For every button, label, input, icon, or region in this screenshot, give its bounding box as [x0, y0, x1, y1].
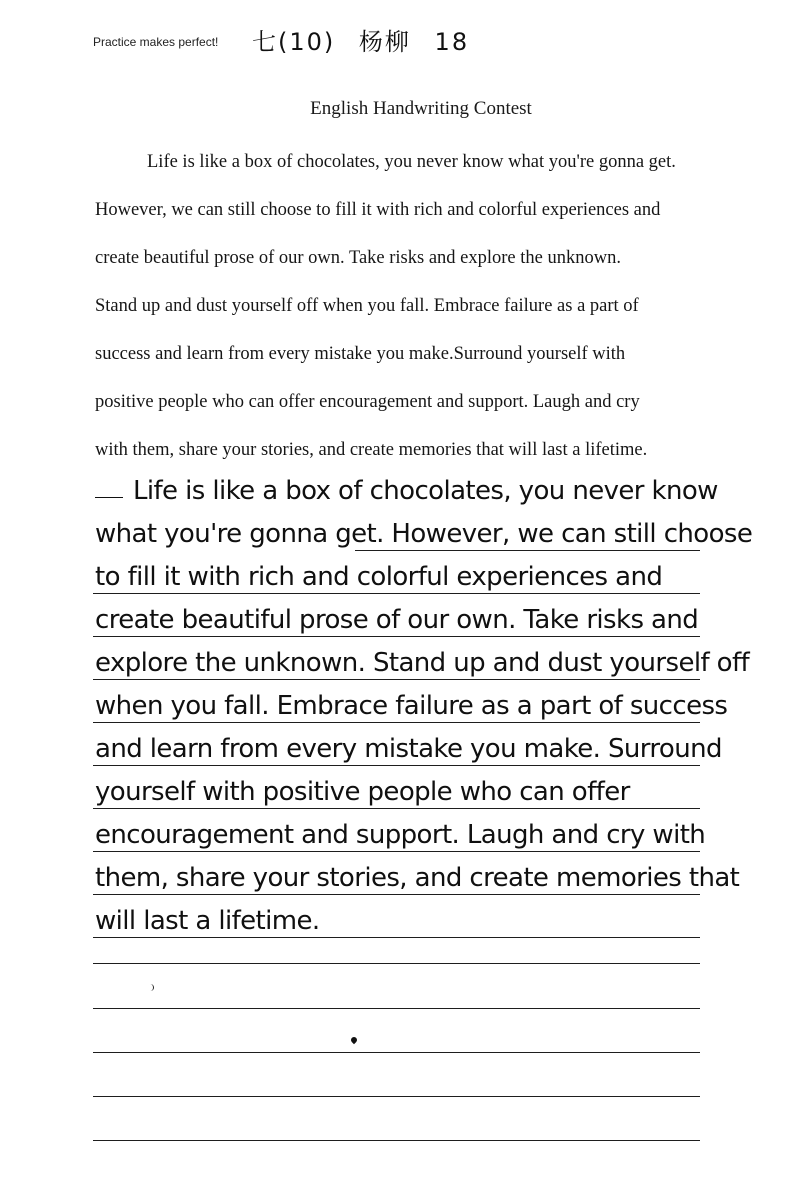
writing-line [93, 551, 700, 594]
writing-line [93, 594, 700, 637]
printed-line: However, we can still choose to fill it with rich and colorful experiences and [95, 200, 661, 220]
handwritten-line: yourself with positive people who can offer [95, 777, 630, 807]
printed-line: Life is like a box of chocolates, you never know what you're gonna get. [147, 152, 676, 172]
printed-passage [95, 138, 705, 474]
handwritten-line: encouragement and support. Laugh and cry with [95, 820, 706, 850]
printed-line: create beautiful prose of our own. Take risks and explore the unknown. [95, 248, 621, 268]
stray-ink-mark [150, 984, 154, 991]
indent-mark [95, 497, 123, 498]
writing-line [93, 766, 700, 809]
handwritten-line: Life is like a box of chocolates, you never know [133, 476, 718, 506]
handwritten-line: and learn from every mistake you make. Surround [95, 734, 722, 764]
blank-rule-line [93, 1052, 700, 1053]
writing-line [93, 852, 740, 895]
printed-line: success and learn from every mistake you make.Surround yourself with [95, 344, 626, 364]
student-name: 杨柳 [358, 28, 411, 56]
class-label: 七(10) [252, 28, 336, 56]
printed-line: positive people who can offer encouragement and support. Laugh and cry [95, 392, 640, 412]
writing-line [93, 723, 722, 766]
writing-line [93, 637, 750, 680]
handwritten-line: to fill it with rich and colorful experiences and [95, 562, 663, 592]
motto-label: Practice makes perfect! [93, 35, 219, 49]
blank-rule-line [93, 963, 700, 964]
writing-line [93, 895, 700, 938]
blank-rule-line [93, 1008, 700, 1009]
writing-line [93, 680, 728, 723]
student-number: 18 [434, 28, 470, 56]
handwritten-line: create beautiful prose of our own. Take risks and [95, 605, 699, 635]
blank-rule-line [93, 1096, 700, 1097]
writing-line [93, 508, 753, 551]
printed-line: with them, share your stories, and create memories that will last a lifetime. [95, 440, 648, 460]
writing-line [93, 809, 706, 852]
handwritten-line: them, share your stories, and create memories that [95, 863, 740, 893]
handwritten-line: explore the unknown. Stand up and dust yourself off [95, 648, 750, 678]
writing-line [93, 465, 718, 508]
rule-line [93, 937, 700, 938]
handwritten-line: when you fall. Embrace failure as a part of success [95, 691, 728, 721]
ink-dot [350, 1036, 358, 1044]
student-info [252, 22, 483, 57]
printed-line: Stand up and dust yourself off when you fall. Embrace failure as a part of [95, 296, 639, 316]
handwritten-line: what you're gonna get. However, we can still choose [95, 519, 753, 549]
blank-rule-line [93, 1140, 700, 1141]
handwritten-line: will last a lifetime. [95, 906, 320, 936]
contest-title: English Handwriting Contest [310, 98, 532, 119]
